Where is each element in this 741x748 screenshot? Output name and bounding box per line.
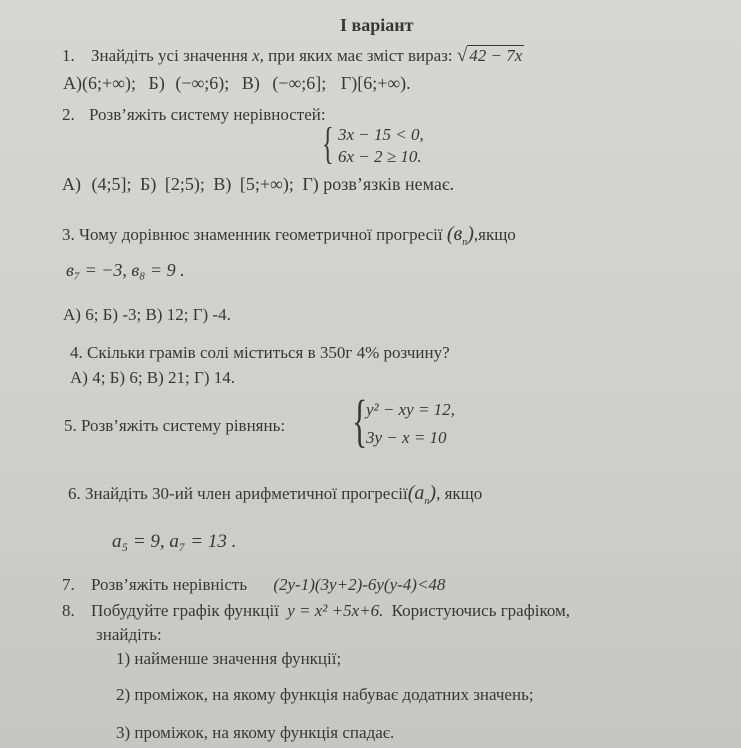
q6-seq-open: (a bbox=[407, 482, 425, 504]
question-1 bbox=[62, 45, 524, 67]
q2-text: Розв’яжіть систему нерівностей: bbox=[89, 105, 326, 124]
q1-opt-d-label: Г) bbox=[340, 73, 358, 93]
q1-options bbox=[63, 72, 411, 94]
question-5: 5. Розв’яжіть систему рівнянь: bbox=[64, 416, 286, 435]
q8-item-2: 2) проміжок, на якому функція набуває додатних значень; bbox=[116, 685, 534, 704]
q2-eq1: 3x − 15 < 0, bbox=[338, 125, 424, 144]
q2-opt-c-value: [5;+∞); bbox=[239, 174, 294, 194]
q1-number: 1. bbox=[62, 46, 75, 65]
q6-seq-sub: n bbox=[424, 496, 430, 507]
q1-text: Знайдіть усі значення bbox=[91, 46, 248, 65]
question-4: 4. Скільки грамів солі міститься в 350г 4% розчину? bbox=[70, 343, 450, 362]
q2-system bbox=[338, 124, 424, 168]
q6-text: 6. Знайдіть 30-ий член арифметичної прогресії bbox=[68, 484, 408, 503]
q2-opt-d-value: розв’язків немає. bbox=[323, 174, 455, 194]
q2-opt-a-label: А) bbox=[62, 174, 81, 194]
q6-condition: a₅ = 9, a₇ = 13 . bbox=[112, 531, 237, 552]
q1-opt-b-label: Б) bbox=[148, 73, 165, 93]
q5-brace: { bbox=[352, 388, 368, 453]
q1-opt-c-value: (−∞;6]; bbox=[272, 73, 327, 93]
q1-sqrt: √ 42 − 7x bbox=[456, 45, 523, 66]
q3-text2: ,якщо bbox=[473, 225, 516, 244]
q2-eq2: 6x − 2 ≥ 10. bbox=[338, 147, 422, 166]
q8-text: Побудуйте графік функції bbox=[91, 601, 279, 620]
q7-text: Розв’яжіть нерівність bbox=[91, 575, 248, 594]
q3-seq-open: (в bbox=[446, 223, 463, 245]
q3-seq-sub: n bbox=[462, 237, 468, 248]
q1-opt-b-value: (−∞;6); bbox=[175, 73, 230, 93]
q1-text2: , при яких має зміст вираз: bbox=[259, 46, 453, 65]
q5-eq2: 3y − x = 10 bbox=[366, 428, 447, 447]
q8-item-1: 1) найменше значення функції; bbox=[116, 649, 342, 668]
q2-options bbox=[62, 173, 454, 195]
q3-options: А) 6; Б) -3; В) 12; Г) -4. bbox=[63, 305, 231, 324]
q2-opt-b-label: Б) bbox=[140, 174, 157, 194]
q8-find-label: знайдіть: bbox=[96, 625, 162, 644]
q2-opt-b-value: [2;5); bbox=[164, 174, 205, 194]
q4-options: А) 4; Б) 6; В) 21; Г) 14. bbox=[70, 368, 236, 387]
q6-seq bbox=[407, 482, 437, 507]
q2-number: 2. bbox=[62, 105, 75, 124]
q7-number: 7. bbox=[62, 575, 75, 594]
q2-opt-d-label: Г) bbox=[302, 174, 319, 194]
q3-seq bbox=[446, 223, 474, 248]
q8-number: 8. bbox=[62, 601, 75, 620]
q1-var: x bbox=[252, 46, 260, 65]
q1-opt-a-label: А) bbox=[63, 73, 82, 93]
q1-sqrt-body: 42 − 7x bbox=[469, 46, 523, 65]
q2-brace: { bbox=[322, 119, 334, 168]
q1-opt-c-label: В) bbox=[241, 73, 260, 93]
q5-system bbox=[366, 396, 455, 452]
question-3 bbox=[62, 223, 516, 254]
q6-seq-close: ) bbox=[429, 482, 437, 504]
q7-expression: (2y-1)(3y+2)-6y(y-4)<48 bbox=[273, 575, 446, 594]
q8-function: y = x² +5x+6. bbox=[287, 601, 384, 620]
question-6 bbox=[68, 482, 482, 513]
question-7 bbox=[62, 574, 445, 596]
q5-eq1: y² − xy = 12, bbox=[366, 400, 455, 419]
q3-seq-close: ) bbox=[467, 223, 474, 245]
q1-opt-a-value: (6;+∞); bbox=[82, 73, 136, 93]
q1-opt-d-value: [6;+∞). bbox=[357, 73, 411, 93]
q8-text2: Користуючись графіком, bbox=[391, 601, 571, 620]
q3-text: 3. Чому дорівнює знаменник геометричної прогресії bbox=[62, 225, 443, 244]
page-title: I варіант bbox=[340, 15, 414, 35]
q8-item-3: 3) проміжок, на якому функція спадає. bbox=[116, 723, 395, 742]
q2-opt-a-value: (4;5]; bbox=[91, 174, 132, 194]
question-2 bbox=[62, 104, 326, 126]
q6-text2: , якщо bbox=[436, 484, 483, 503]
q3-condition: в₇ = −3, в₈ = 9 . bbox=[66, 260, 185, 280]
q2-opt-c-label: В) bbox=[213, 174, 232, 194]
question-8 bbox=[62, 600, 570, 622]
